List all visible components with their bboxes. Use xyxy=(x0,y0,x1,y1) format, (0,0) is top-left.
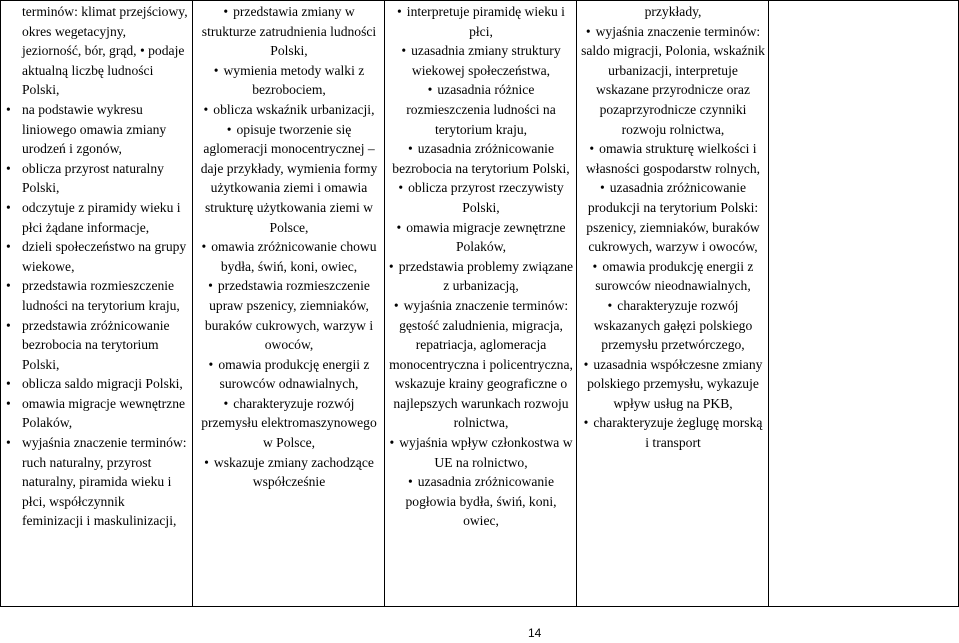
list-item xyxy=(580,178,766,256)
list-item xyxy=(580,355,766,414)
column-2-list xyxy=(196,2,382,492)
list-item-text: wyjaśnia wpływ członkostwa w UE na rolnictwo, xyxy=(399,435,573,470)
list-item-text: uzasadnia różnice rozmieszczenia ludności na terytorium kraju, xyxy=(406,82,556,137)
list-item xyxy=(388,2,574,41)
list-item xyxy=(2,237,188,276)
bullet-icon: • xyxy=(427,82,433,98)
bullet-icon: • xyxy=(583,356,589,372)
list-item xyxy=(196,120,382,238)
list-item-text: uzasadnia zmiany struktury wiekowej społeczeństwa, xyxy=(411,43,561,78)
list-item-text: przykłady, xyxy=(644,4,702,19)
list-item-text: przedstawia problemy związane z urbanizacją, xyxy=(398,258,574,294)
list-item xyxy=(580,413,766,452)
list-item-text: charakteryzuje rozwój przemysłu elektromaszynowego w Polsce, xyxy=(201,395,377,451)
column-2 xyxy=(196,2,382,492)
list-item-text: terminów: klimat przejściowy, okres wegetacyjny, jeziorność, bór, grąd, • podaje aktualną liczbę ludności Polski, xyxy=(22,4,188,98)
bullet-icon: • xyxy=(583,415,589,431)
list-item xyxy=(196,237,382,276)
list-item xyxy=(388,296,574,433)
table-bottom-border xyxy=(0,606,959,607)
list-item-text: wyjaśnia znaczenie terminów: gęstość zaludnienia, migracja, repatriacja, aglomeracja monocentryczna i policentryczna, wskazuje krainy geograficzne o najlepszych warunkach rozwoju rolnictwa, xyxy=(389,297,573,431)
bullet-icon: • xyxy=(407,474,413,490)
bullet-icon: • xyxy=(201,239,207,255)
list-item xyxy=(2,100,188,159)
table-left-border xyxy=(0,0,1,607)
table-top-border xyxy=(0,0,959,1)
column-4 xyxy=(580,2,766,453)
list-item-text: oblicza przyrost naturalny Polski, xyxy=(22,160,164,196)
bullet-icon: • xyxy=(599,180,605,196)
list-item-text: interpretuje piramidę wieku i płci, xyxy=(406,4,565,39)
list-item xyxy=(388,218,574,257)
list-item-text: wyjaśnia znaczenie terminów: ruch naturalny, przyrost naturalny, piramida wieku i płci, współczynnik feminizacji i maskulinizacji, xyxy=(22,435,187,529)
bullet-icon: • xyxy=(398,180,404,196)
list-item xyxy=(580,139,766,178)
list-item-text: omawia zróżnicowanie chowu bydła, świń, koni, owiec, xyxy=(211,239,377,274)
bullet-icon: • xyxy=(407,141,413,157)
bullet-icon: • xyxy=(607,297,613,313)
list-item xyxy=(388,472,574,531)
list-item-text: opisuje tworzenie się aglomeracji monocentrycznej – daje przykłady, wymienia formy użytkowania ziemi i omawia strukturę użytkowania ziemi w Polsce, xyxy=(200,121,378,235)
list-item xyxy=(580,257,766,296)
bullet-icon: • xyxy=(401,43,407,59)
bullet-icon: • xyxy=(388,258,394,274)
list-item-text: charakteryzuje rozwój wskazanych gałęzi polskiego przemysłu przetwórczego, xyxy=(593,297,753,353)
bullet-icon: • xyxy=(223,395,229,411)
list-item xyxy=(388,41,574,80)
column-3 xyxy=(388,2,574,531)
page-number: 14 xyxy=(528,626,542,640)
bullet-icon: • xyxy=(208,356,214,372)
list-item-text: dzieli społeczeństwo na grupy wiekowe, xyxy=(22,239,187,274)
list-item xyxy=(580,296,766,355)
list-item xyxy=(196,100,382,120)
list-item xyxy=(2,316,188,375)
bullet-icon: • xyxy=(585,23,591,39)
bullet-icon: • xyxy=(204,454,209,470)
list-item-text: oblicza przyrost rzeczywisty Polski, xyxy=(408,180,564,215)
list-item xyxy=(388,80,574,139)
list-item-text: odczytuje z piramidy wieku i płci żądane informacje, xyxy=(22,199,181,235)
bullet-icon: • xyxy=(389,435,395,451)
list-item-text: przedstawia zróżnicowanie bezrobocia na terytorium Polski, xyxy=(22,317,170,372)
column-divider xyxy=(384,0,385,607)
column-1 xyxy=(2,2,188,531)
list-item xyxy=(196,61,382,100)
column-divider xyxy=(192,0,193,607)
list-item-text: przedstawia rozmieszczenie ludności na terytorium kraju, xyxy=(22,278,180,313)
bullet-icon: • xyxy=(208,278,213,294)
list-item-text: charakteryzuje żeglugę morską i transport xyxy=(593,415,763,451)
list-item-text: uzasadnia zróżnicowanie bezrobocia na terytorium Polski, xyxy=(392,141,570,176)
list-item-text: przedstawia zmiany w strukturze zatrudnienia ludności Polski, xyxy=(201,4,377,59)
column-4-list xyxy=(580,2,766,453)
list-item xyxy=(2,276,188,315)
list-item xyxy=(388,433,574,472)
list-item xyxy=(580,22,766,140)
column-divider xyxy=(576,0,577,607)
list-item-text: wymienia metody walki z bezrobociem, xyxy=(223,62,365,98)
list-item-text: uzasadnia zróżnicowanie produkcji na terytorium Polski: pszenicy, ziemniaków, buraków cukrowych, warzyw i owoców, xyxy=(586,180,760,255)
list-item-text: omawia strukturę wielkości i własności gospodarstw rolnych, xyxy=(585,141,761,176)
bullet-icon: • xyxy=(226,121,232,137)
list-item xyxy=(2,198,188,237)
column-1-list xyxy=(2,2,188,531)
list-item xyxy=(196,453,382,492)
list-item xyxy=(388,257,574,296)
list-item xyxy=(196,355,382,394)
bullet-icon: • xyxy=(589,141,595,157)
list-item xyxy=(2,394,188,433)
list-item xyxy=(388,139,574,178)
list-item-text: omawia migracje wewnętrzne Polaków, xyxy=(22,395,186,431)
bullet-icon: • xyxy=(397,4,402,19)
list-item xyxy=(2,159,188,198)
list-item-text: przedstawia rozmieszczenie upraw pszenicy, ziemniaków, buraków cukrowych, warzyw i owoców, xyxy=(204,278,374,353)
list-item-text: uzasadnia współczesne zmiany polskiego przemysłu, wykazuje wpływ usług na PKB, xyxy=(587,356,763,411)
column-3-list xyxy=(388,2,574,531)
bullet-icon: • xyxy=(203,101,209,117)
list-item xyxy=(2,374,188,394)
list-item xyxy=(2,2,188,100)
column-divider xyxy=(768,0,769,607)
list-item xyxy=(196,2,382,61)
list-item-text: omawia migracje zewnętrzne Polaków, xyxy=(406,219,566,255)
list-item-text: wyjaśnia znaczenie terminów: saldo migracji, Polonia, wskaźnik urbanizacji, interpretuje wskazane przyrodnicze oraz pozaprzyrodnicze czynniki rozwoju rolnictwa, xyxy=(581,23,765,137)
list-item xyxy=(388,178,574,217)
list-item-text: oblicza wskaźnik urbanizacji, xyxy=(213,101,375,117)
list-item xyxy=(196,276,382,354)
list-item-text: na podstawie wykresu liniowego omawia zmiany urodzeń i zgonów, xyxy=(22,101,167,157)
list-item-text: uzasadnia zróżnicowanie pogłowia bydła, świń, koni, owiec, xyxy=(405,474,557,529)
list-item xyxy=(580,2,766,22)
list-item-text: wskazuje zmiany zachodzące współcześnie xyxy=(213,454,374,490)
list-item-text: oblicza saldo migracji Polski, xyxy=(22,376,183,392)
list-item xyxy=(196,394,382,453)
list-item-text: omawia produkcję energii z surowców nieodnawialnych, xyxy=(595,258,754,294)
list-item-text: omawia produkcję energii z surowców odnawialnych, xyxy=(218,356,370,392)
list-item xyxy=(2,433,188,531)
bullet-icon: • xyxy=(393,297,399,313)
bullet-icon: • xyxy=(396,219,402,235)
bullet-icon: • xyxy=(592,258,598,274)
bullet-icon: • xyxy=(213,62,219,78)
bullet-icon: • xyxy=(223,4,229,19)
